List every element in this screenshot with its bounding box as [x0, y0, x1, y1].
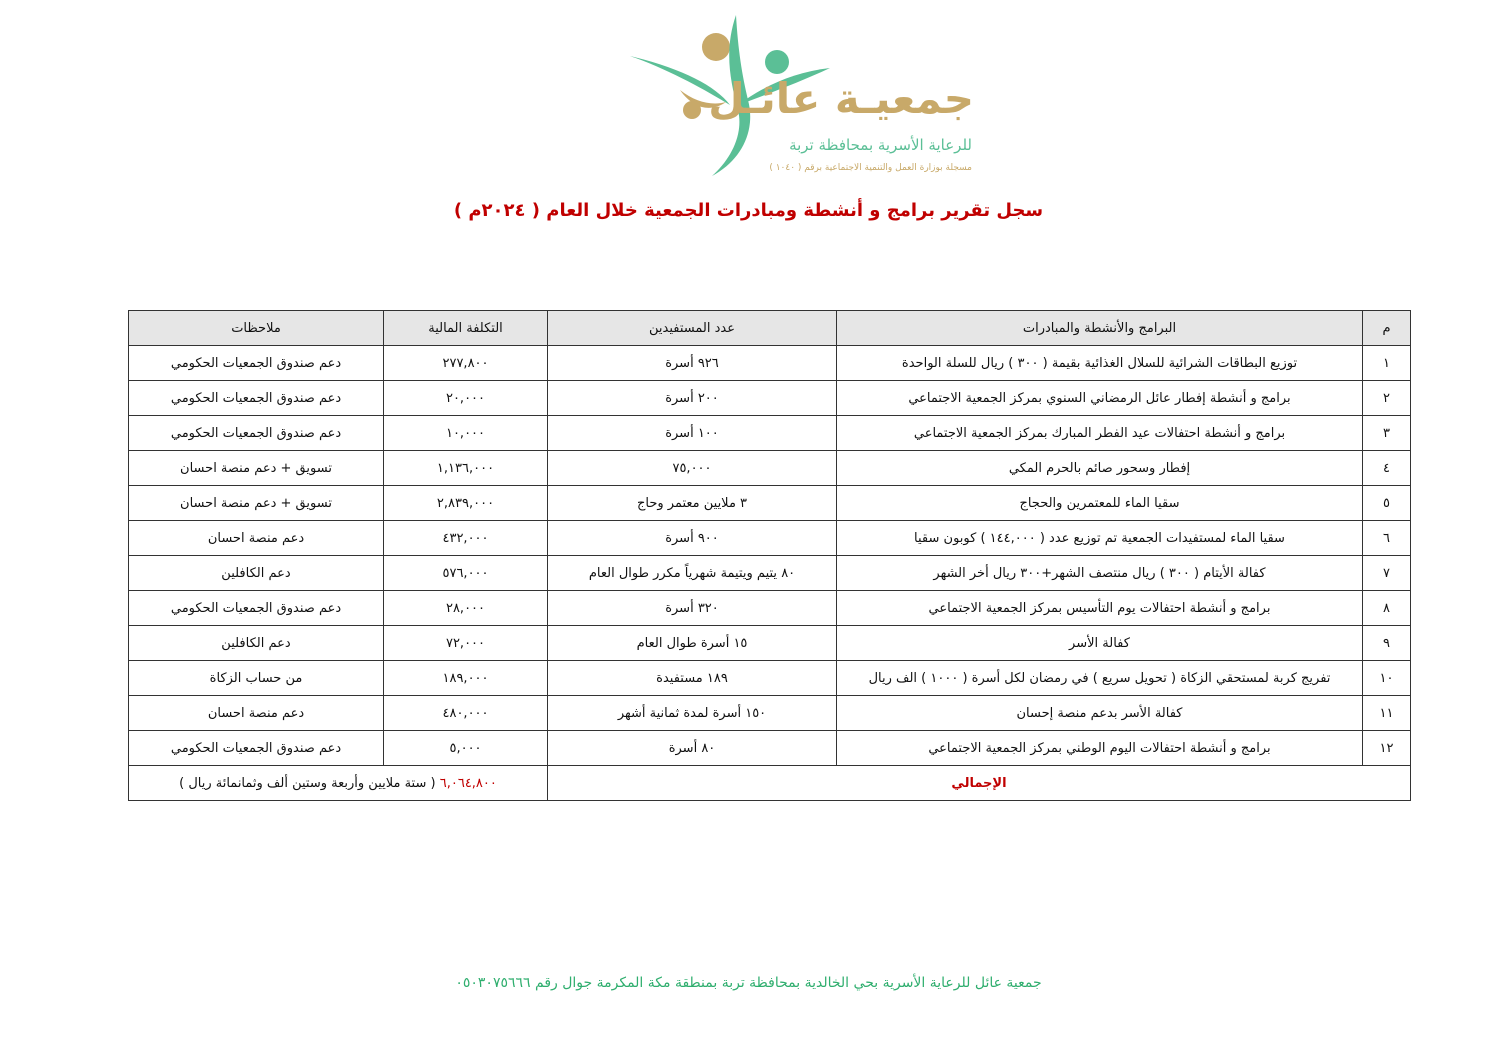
cell-notes: دعم منصة احسان: [129, 521, 384, 556]
cell-notes: دعم الكافلين: [129, 626, 384, 661]
cell-num: ٢: [1363, 381, 1411, 416]
cell-num: ٧: [1363, 556, 1411, 591]
cell-num: ١٠: [1363, 661, 1411, 696]
cell-notes: دعم صندوق الجمعيات الحكومي: [129, 416, 384, 451]
header-notes: ملاحظات: [129, 311, 384, 346]
cell-num: ١١: [1363, 696, 1411, 731]
logo-registration: مسجلة بوزارة العمل والتنمية الاجتماعية برقم ( ١٠٤٠ ): [769, 163, 972, 173]
programs-table: [128, 310, 1411, 801]
cell-num: ٥: [1363, 486, 1411, 521]
cell-cost: ٢٨,٠٠٠: [384, 591, 548, 626]
cell-beneficiaries: ٣٢٠ أسرة: [548, 591, 837, 626]
cell-cost: ١٠,٠٠٠: [384, 416, 548, 451]
table-header-row: [129, 311, 1411, 346]
cell-beneficiaries: ١٥٠ أسرة لمدة ثمانية أشهر: [548, 696, 837, 731]
cell-num: ٦: [1363, 521, 1411, 556]
cell-beneficiaries: ٢٠٠ أسرة: [548, 381, 837, 416]
cell-num: ١٢: [1363, 731, 1411, 766]
cell-notes: دعم الكافلين: [129, 556, 384, 591]
cell-program: كفالة الأيتام ( ٣٠٠ ) ريال منتصف الشهر+٣٠٠ ريال أخر الشهر: [837, 556, 1363, 591]
cell-beneficiaries: ٨٠ يتيم ويتيمة شهرياً مكرر طوال العام: [548, 556, 837, 591]
table-row: [129, 591, 1411, 626]
total-amount: ٦,٠٦٤,٨٠٠: [439, 775, 497, 791]
cell-notes: دعم منصة احسان: [129, 696, 384, 731]
cell-cost: ٢٧٧,٨٠٠: [384, 346, 548, 381]
cell-notes: من حساب الزكاة: [129, 661, 384, 696]
cell-cost: ٢٠,٠٠٠: [384, 381, 548, 416]
total-label: الإجمالي: [548, 766, 1411, 801]
cell-cost: ٤٨٠,٠٠٠: [384, 696, 548, 731]
cell-program: سقيا الماء لمستفيدات الجمعية تم توزيع عدد ( ١٤٤,٠٠٠ ) كوبون سقيا: [837, 521, 1363, 556]
total-row: [129, 766, 1411, 801]
table-row: [129, 626, 1411, 661]
total-value: [129, 766, 548, 801]
cell-program: برامج و أنشطة احتفالات اليوم الوطني بمركز الجمعية الاجتماعي: [837, 731, 1363, 766]
programs-table-container: [128, 310, 1410, 801]
cell-num: ٤: [1363, 451, 1411, 486]
report-title: سجل تقرير برامج و أنشطة ومبادرات الجمعية خلال العام ( ٢٠٢٤م ): [453, 200, 1044, 221]
cell-program: برامج و أنشطة إفطار عائل الرمضاني السنوي بمركز الجمعية الاجتماعي: [837, 381, 1363, 416]
cell-cost: ٢,٨٣٩,٠٠٠: [384, 486, 548, 521]
cell-cost: ٥٧٦,٠٠٠: [384, 556, 548, 591]
table-row: [129, 731, 1411, 766]
cell-beneficiaries: ١٨٩ مستفيدة: [548, 661, 837, 696]
cell-cost: ١,١٣٦,٠٠٠: [384, 451, 548, 486]
logo-subtitle: للرعاية الأسرية بمحافظة تربة: [789, 136, 972, 154]
cell-notes: دعم صندوق الجمعيات الحكومي: [129, 346, 384, 381]
cell-beneficiaries: ١٠٠ أسرة: [548, 416, 837, 451]
cell-cost: ١٨٩,٠٠٠: [384, 661, 548, 696]
cell-notes: دعم صندوق الجمعيات الحكومي: [129, 381, 384, 416]
cell-num: ٣: [1363, 416, 1411, 451]
table-row: [129, 521, 1411, 556]
cell-program: برامج و أنشطة احتفالات يوم التأسيس بمركز الجمعية الاجتماعي: [837, 591, 1363, 626]
cell-notes: تسويق + دعم منصة احسان: [129, 486, 384, 521]
table-row: [129, 696, 1411, 731]
association-logo: [620, 10, 980, 185]
cell-beneficiaries: ٩٢٦ أسرة: [548, 346, 837, 381]
cell-cost: ٥,٠٠٠: [384, 731, 548, 766]
cell-num: ٩: [1363, 626, 1411, 661]
cell-notes: تسويق + دعم منصة احسان: [129, 451, 384, 486]
cell-notes: دعم صندوق الجمعيات الحكومي: [129, 591, 384, 626]
cell-cost: ٤٣٢,٠٠٠: [384, 521, 548, 556]
cell-beneficiaries: ٣ ملايين معتمر وحاج: [548, 486, 837, 521]
cell-program: سقيا الماء للمعتمرين والحجاج: [837, 486, 1363, 521]
table-row: [129, 556, 1411, 591]
cell-program: كفالة الأسر: [837, 626, 1363, 661]
cell-beneficiaries: ٨٠ أسرة: [548, 731, 837, 766]
table-row: [129, 346, 1411, 381]
cell-program: تفريج كربة لمستحقي الزكاة ( تحويل سريع ) في رمضان لكل أسرة ( ١٠٠٠ ) الف ريال: [837, 661, 1363, 696]
header-program: البرامج والأنشطة والمبادرات: [837, 311, 1363, 346]
header-cost: التكلفة المالية: [384, 311, 548, 346]
table-row: [129, 661, 1411, 696]
footer-contact: جمعية عائل للرعاية الأسرية بحي الخالدية بمحافظة تربة بمنطقة مكة المكرمة جوال رقم ٠٥٠٣٠٧٥٦٦٦: [455, 975, 1042, 991]
cell-program: توزيع البطاقات الشرائية للسلال الغذائية بقيمة ( ٣٠٠ ) ريال للسلة الواحدة: [837, 346, 1363, 381]
cell-num: ٨: [1363, 591, 1411, 626]
header-beneficiaries: عدد المستفيدين: [548, 311, 837, 346]
header-num: م: [1363, 311, 1411, 346]
table-row: [129, 416, 1411, 451]
cell-beneficiaries: ٩٠٠ أسرة: [548, 521, 837, 556]
cell-program: برامج و أنشطة احتفالات عيد الفطر المبارك بمركز الجمعية الاجتماعي: [837, 416, 1363, 451]
cell-beneficiaries: ٧٥,٠٠٠: [548, 451, 837, 486]
total-in-words: ( ستة ملايين وأربعة وستين ألف وثمانمائة ريال ): [179, 775, 436, 791]
cell-beneficiaries: ١٥ أسرة طوال العام: [548, 626, 837, 661]
cell-program: كفالة الأسر بدعم منصة إحسان: [837, 696, 1363, 731]
table-row: [129, 451, 1411, 486]
cell-program: إفطار وسحور صائم بالحرم المكي: [837, 451, 1363, 486]
cell-cost: ٧٢,٠٠٠: [384, 626, 548, 661]
table-row: [129, 486, 1411, 521]
cell-num: ١: [1363, 346, 1411, 381]
logo-name: جمعيـة عائـل: [708, 74, 974, 123]
table-row: [129, 381, 1411, 416]
cell-notes: دعم صندوق الجمعيات الحكومي: [129, 731, 384, 766]
